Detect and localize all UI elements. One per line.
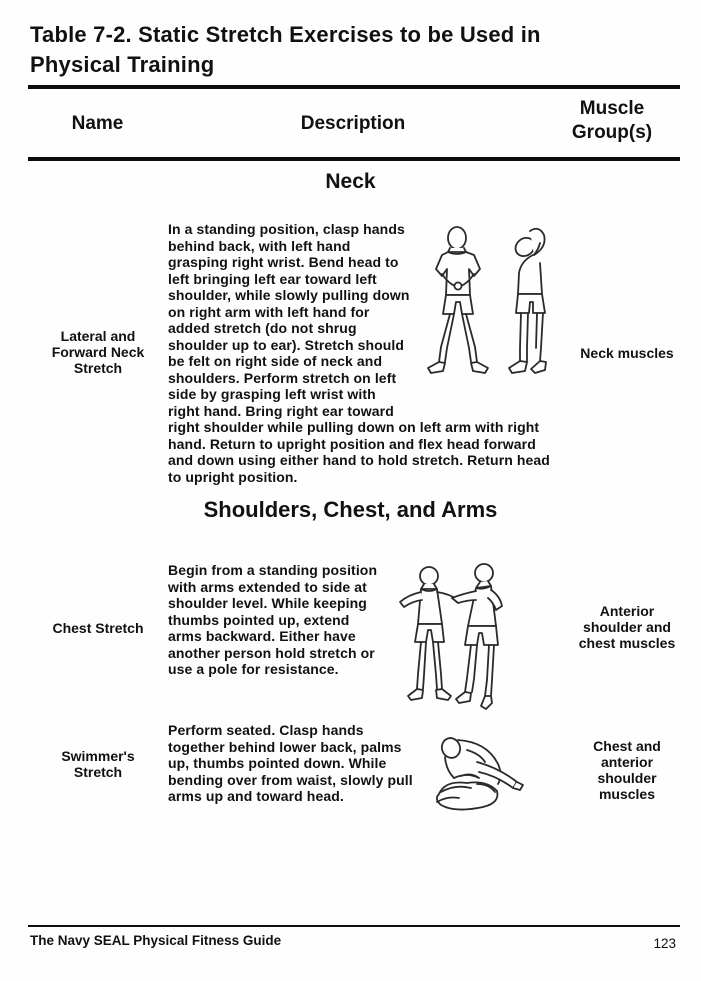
partner-stretch-figures-icon [388,562,520,712]
exercise-description-neck-stretch [168,221,564,485]
neck-stretch-illustration [419,221,564,406]
exercise-name-chest-stretch: Chest Stretch [52,620,144,636]
swimmers-stretch-illustration [427,722,530,817]
footer-page-number: 123 [653,936,676,951]
exercise-description-text: In a standing position, clasp hands behind back, with left hand grasping right wrist. Bend head to left bringing left ear toward left shoulder, while slowly pulling down on right arm with left hand for added stretch (do not shrug shoulder up to ear). Stretch should be felt on right side of neck and shoulders. Perform stretch on left side by grasping left wrist with right hand. Bring right ear toward right shoulder while pulling down on left arm with right hand. Return to upright position and flex head forward and down using either hand to hold stretch. Return head to upright position. [168,221,550,485]
exercise-description-chest-stretch [168,562,520,716]
section-heading-shoulders-chest-arms: Shoulders, Chest, and Arms [203,497,498,522]
seated-figure-icon [427,722,530,817]
column-header-muscle-groups: Muscle Group(s) [571,98,653,143]
exercise-description-text: Begin from a standing position with arms extended to side at shoulder level. While keeping thumbs pointed up, extend arms backward. Either have another person hold stretch or use a pole for resistance. [168,562,378,677]
chest-stretch-illustration [388,562,520,712]
muscle-group-neck: Neck muscles [580,345,674,361]
section-heading-neck: Neck [325,170,376,193]
header-divider [28,157,680,161]
exercise-name-swimmers-stretch: Swimmer's Stretch [61,748,135,780]
page-title-line1: Table 7-2. Static Stretch Exercises to be Used in [30,22,541,47]
footer-book-title: The Navy SEAL Physical Fitness Guide [30,933,282,948]
page-title-line2: Physical Training [30,51,215,77]
column-header-name: Name [71,113,124,134]
column-header-description: Description [300,113,406,134]
exercise-description-text: Perform seated. Clasp hands together behind lower back, palms up, thumbs pointed down. While bending over from waist, slowly pull arms up and toward head. [168,722,413,804]
standing-figures-icon [419,221,564,406]
exercise-name-lateral-forward-neck-stretch: Lateral and Forward Neck Stretch [51,328,145,376]
footer-divider [28,925,680,927]
page-title [30,20,675,79]
exercise-description-swimmers-stretch [168,722,530,821]
title-divider [28,85,680,89]
muscle-group-swimmers-stretch: Chest and anterior shoulder muscles [593,738,661,802]
muscle-group-chest-stretch: Anterior shoulder and chest muscles [578,603,676,651]
